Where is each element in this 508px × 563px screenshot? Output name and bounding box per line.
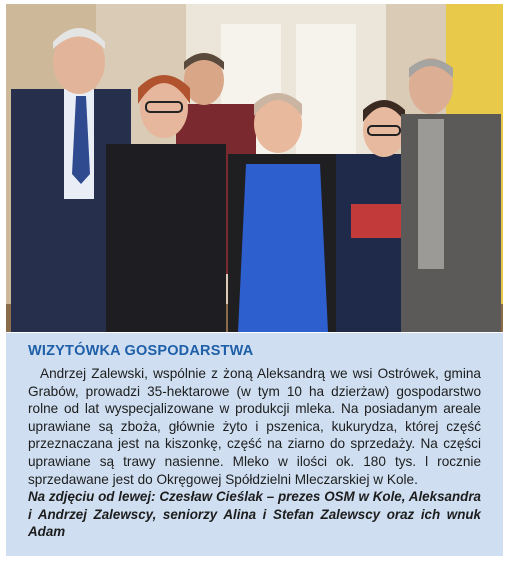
farm-info-box xyxy=(6,333,503,556)
info-box-body: Andrzej Zalewski, wspólnie z żoną Aleksandrą we wsi Ostrówek, gmina Grabów, prowadzi 35-hektarowe (w tym 10 ha dzierżaw) gospodarstwo rolne od lat wyspecjalizowane w produkcji mleka. Na posiadanym areale uprawiane są zboża, głównie żyto i pszenica, kukurydza, której część przeznaczana jest na kiszonkę, część na ziarno do sprzedaży. Na części uprawiane są trawy nasienne. Mleko w ilości ok. 180 tys. l rocznie sprzedawane jest do Okręgowej Spółdzielni Mleczarskiej w Kole. xyxy=(28,366,481,487)
photo-illustration xyxy=(6,4,503,332)
family-photo xyxy=(6,4,503,332)
photo-caption: Na zdjęciu od lewej: Czesław Cieślak – prezes OSM w Kole, Aleksandra i Andrzej Zalewscy, seniorzy Alina i Stefan Zalewscy oraz ich wnuk Adam xyxy=(28,489,481,540)
info-box-title: WIZYTÓWKA GOSPODARSTWA xyxy=(28,343,254,359)
